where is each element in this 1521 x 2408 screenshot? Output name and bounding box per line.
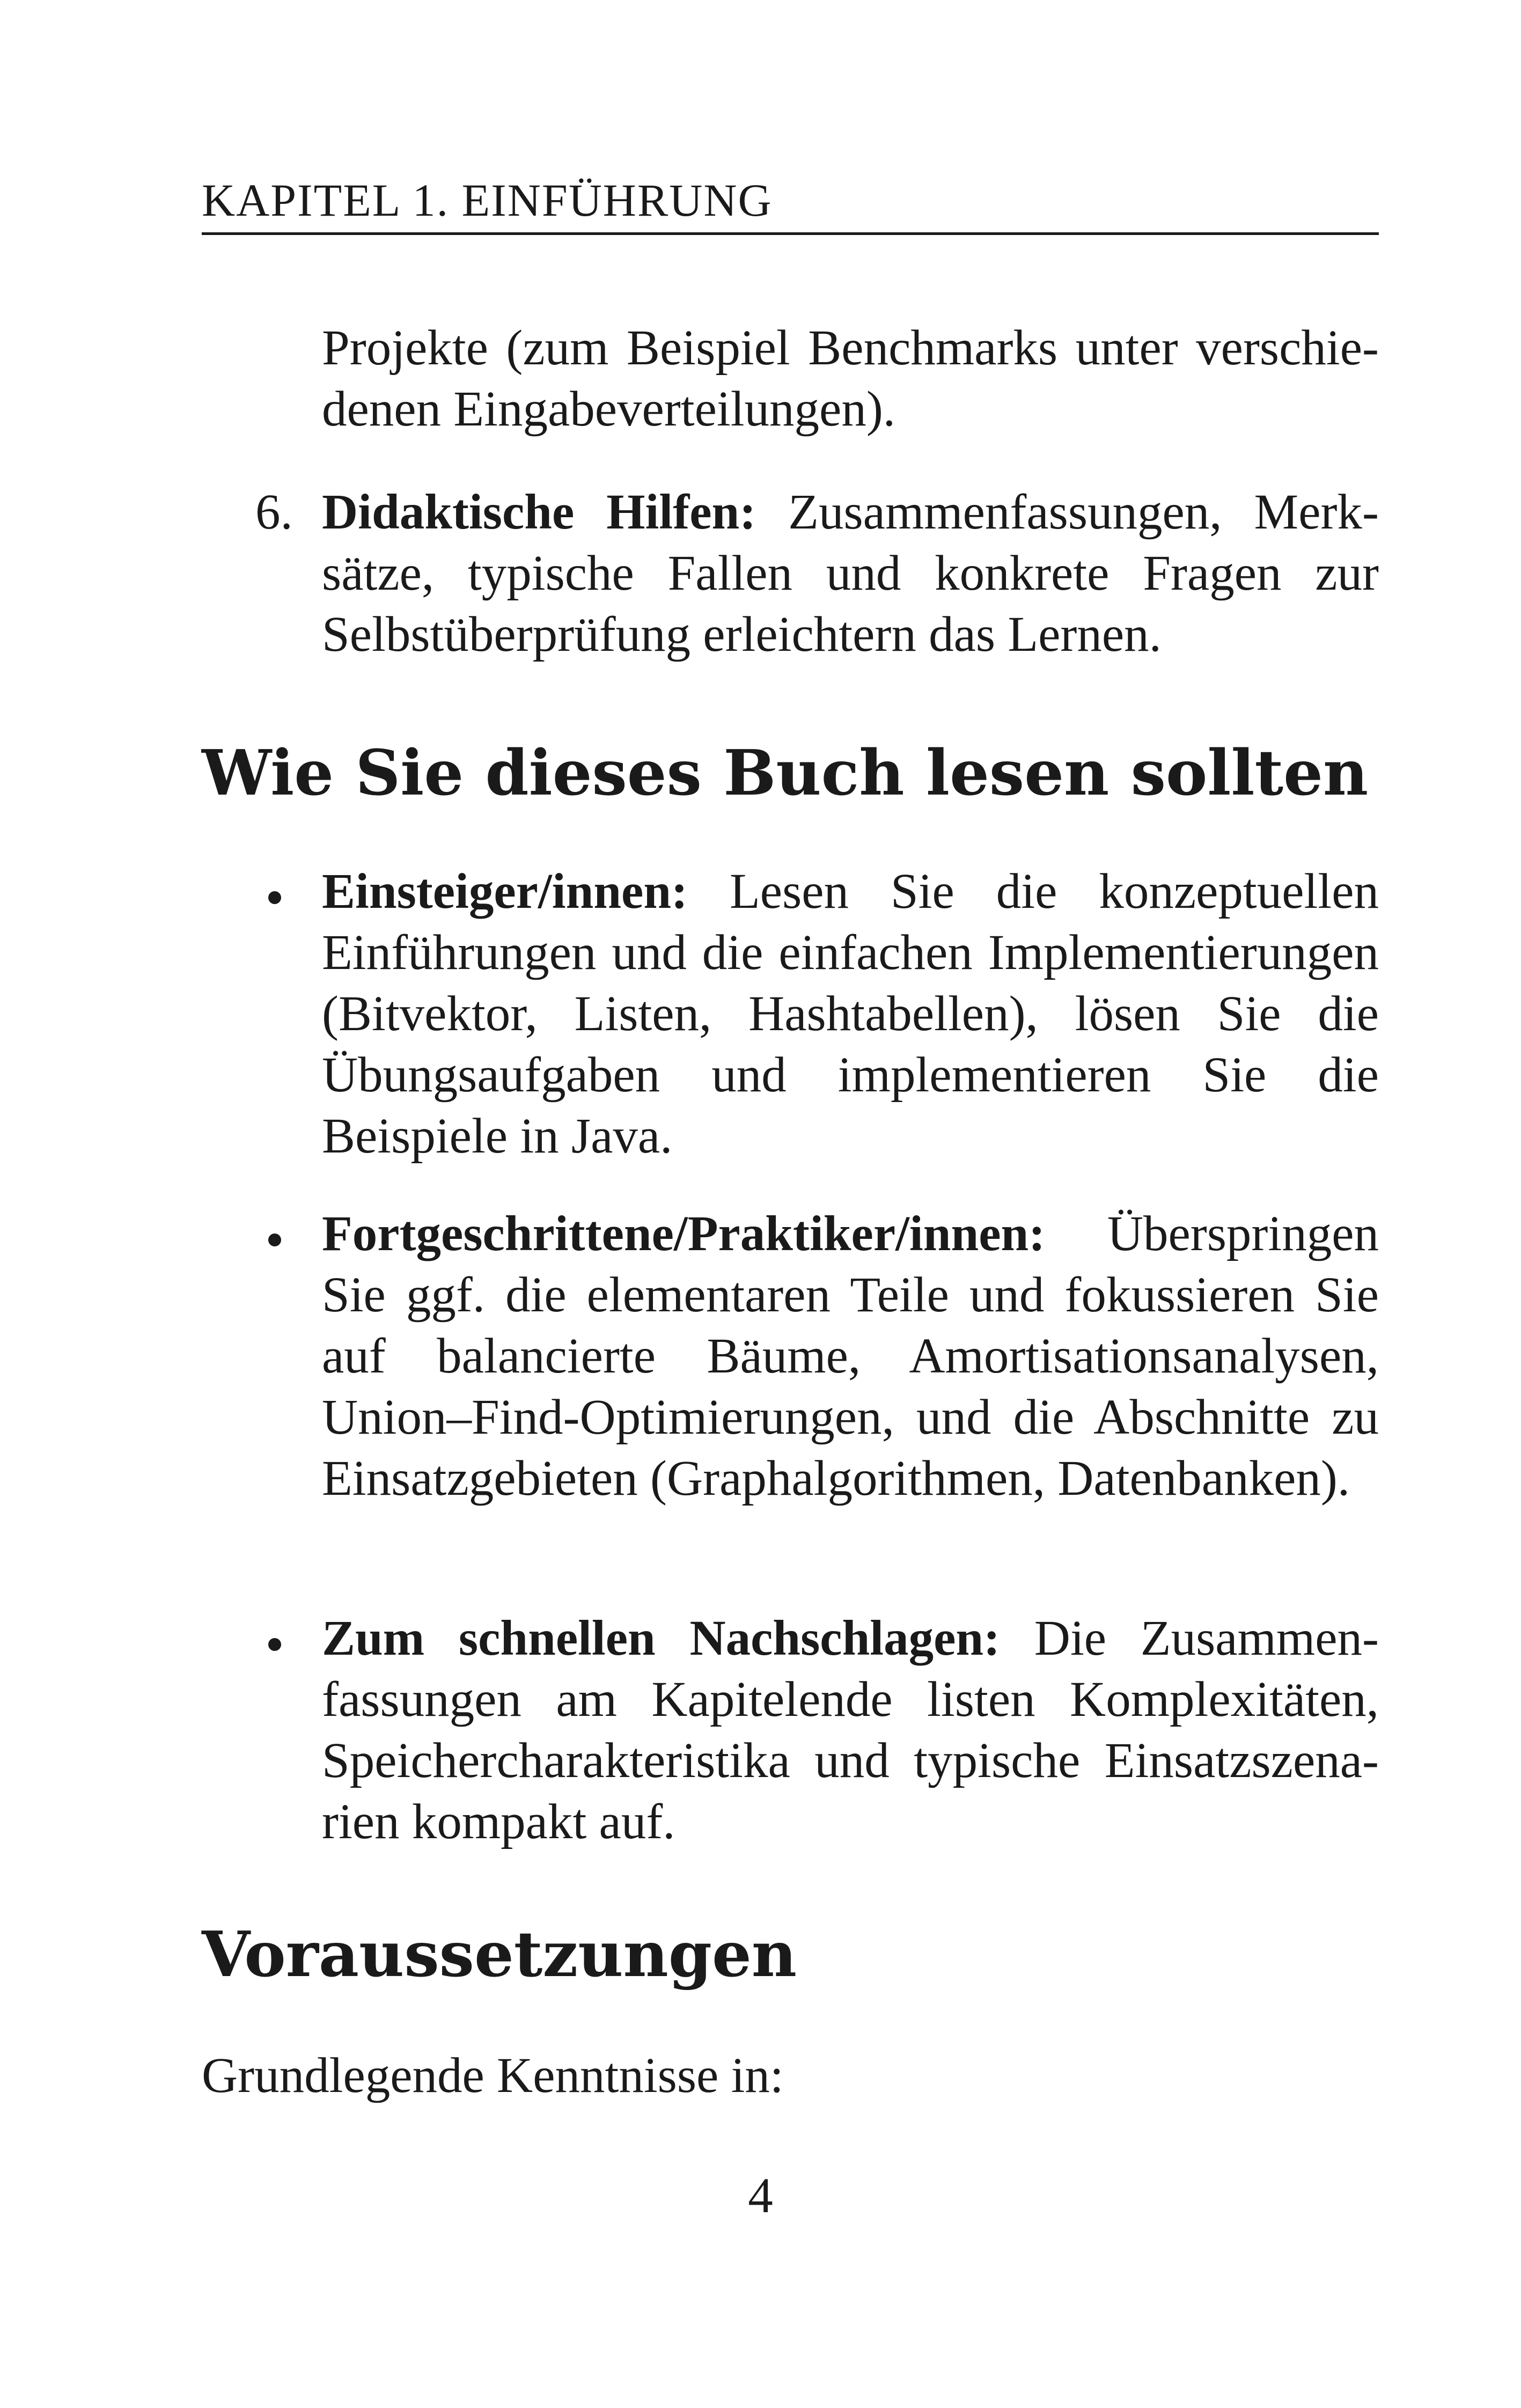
- bullet-icon: [268, 891, 281, 904]
- enumerated-item-number: 6.: [255, 484, 293, 540]
- list-item: [322, 1608, 1379, 1853]
- bullet-icon: [268, 1234, 281, 1246]
- list-item-lead: Zum schnellen Nachschlagen:: [322, 1611, 1001, 1666]
- bullet-icon: [268, 1638, 281, 1651]
- prerequisites-paragraph: Grundlegende Kenntnisse in:: [202, 2048, 784, 2103]
- list-item-lead: Einsteiger/innen:: [322, 864, 688, 919]
- list-item-text: Die Zusammenfassungen am Kapitelende listen Komplexitäten, Speichercharakteristika und typische Einsatzszenarien kompakt auf.: [322, 1611, 1379, 1849]
- page-number: 4: [748, 2168, 773, 2223]
- continued-list-item-text: Projekte (zum Beispiel Benchmarks unter verschiedenen Eingabeverteilungen).: [322, 320, 1379, 437]
- enumerated-item-text: Zusammenfassungen, Merksätze, typische Fallen und konkrete Fragen zur Selbstüberprüfung erleichtern das Lernen.: [322, 484, 1379, 662]
- running-head-text: KAPITEL 1. EINFÜHRUNG: [202, 174, 773, 226]
- list-item-lead: Fortgeschrittene/Praktiker/innen:: [322, 1206, 1046, 1261]
- list-item-text: Lesen Sie die konzeptuellen Einführungen und die einfachen Implementierungen (Bitvektor, Listen, Hashtabellen), lösen Sie die Übungsaufgaben und implementieren Sie die Beispiele in Java.: [322, 864, 1379, 1164]
- enumerated-item: [322, 482, 1379, 665]
- running-head: [202, 172, 1379, 235]
- section-heading-prerequisites: Voraussetzungen: [202, 1918, 797, 1991]
- list-item: [322, 861, 1379, 1167]
- enumerated-item-lead: Didaktische Hilfen:: [322, 484, 756, 540]
- list-item-text: Überspringen Sie ggf. die elementaren Teile und fokussieren Sie auf balancierte Bäume, Amortisationsanalysen, Union–Find-Optimierungen, und die Abschnitte zu Einsatzgebieten (Graphalgorithmen, Datenbanken).: [322, 1206, 1379, 1506]
- list-item: [322, 1203, 1379, 1509]
- section-heading-reading: Wie Sie dieses Buch lesen sollten: [202, 737, 1369, 810]
